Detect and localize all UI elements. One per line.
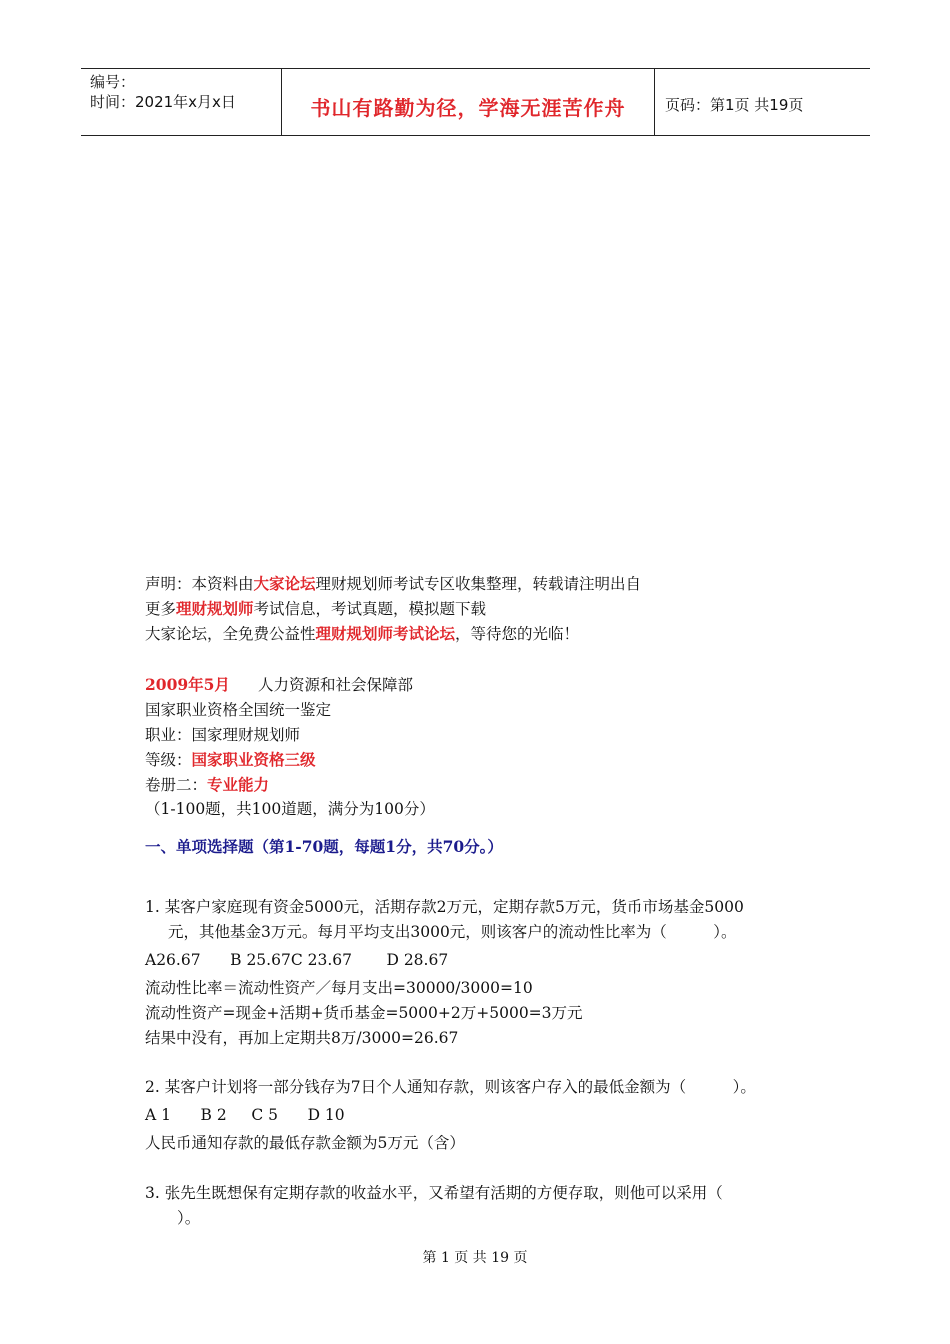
date-label: 时间：2021年x月x日 [90, 93, 236, 111]
q1-explanation-1: 流动性比率＝流动性资产／每月支出=30000/3000=10 [145, 979, 533, 997]
exam-date-line [145, 673, 413, 695]
q1-explanation-2: 流动性资产=现金+活期+货币基金=5000+2万+5000=3万元 [145, 1004, 583, 1022]
q1-line-2: 元，其他基金3万元。每月平均支出3000元，则该客户的流动性比率为（ ）。 [168, 923, 737, 941]
section-title: 一、单项选择题（第1-70题，每题1分，共70分。） [145, 837, 503, 856]
q2-explanation-1: 人民币通知存款的最低存款金额为5万元（含） [145, 1134, 465, 1152]
page-header [81, 68, 870, 136]
q1-options: A26.67 B 25.67C 23.67 D 28.67 [145, 951, 449, 969]
statement-line-2 [145, 597, 486, 619]
statement-text: 更多 [145, 600, 177, 618]
statement-line-3 [145, 622, 579, 644]
exam-dept: 人力资源和社会保障部 [257, 676, 413, 694]
number-label: 编号： [90, 73, 136, 91]
page-info: 页码：第1页 共19页 [665, 96, 804, 114]
volume-line [145, 773, 269, 795]
header-meta-cell [81, 69, 282, 135]
statement-text: 理财规划师考试专区收集整理，转载请注明出自 [315, 575, 642, 593]
motto-text: 书山有路勤为径，学海无涯苦作舟 [310, 96, 626, 120]
q2-line-1: 2. 某客户计划将一部分钱存为7日个人通知存款，则该客户存入的最低金额为（ ）。 [145, 1078, 756, 1096]
statement-text: 声明：本资料由 [145, 575, 254, 593]
header-motto-cell [282, 69, 655, 135]
highlight-text: 理财规划师 [176, 599, 254, 618]
header-page-cell [655, 69, 870, 135]
q2-options: A 1 B 2 C 5 D 10 [145, 1106, 345, 1124]
q1-explanation-3: 结果中没有，再加上定期共8万/3000=26.67 [145, 1029, 459, 1047]
statement-line-1 [145, 572, 641, 594]
statement-text: ，等待您的光临！ [455, 625, 580, 643]
volume-value: 专业能力 [207, 775, 270, 794]
q3-line-1: 3. 张先生既想保有定期存款的收益水平，又希望有活期的方便存取，则他可以采用（ [145, 1184, 723, 1202]
statement-text: 大家论坛，全免费公益性 [145, 625, 316, 643]
highlight-text: 理财规划师考试论坛 [315, 624, 456, 643]
exam-line-2: 国家职业资格全国统一鉴定 [145, 701, 332, 719]
occupation-line: 职业：国家理财规划师 [145, 726, 301, 744]
level-value: 国家职业资格三级 [191, 750, 316, 769]
page-footer: 第 1 页 共 19 页 [422, 1250, 528, 1266]
q1-line-1: 1. 某客户家庭现有资金5000元，活期存款2万元，定期存款5万元，货币市场基金5000 [145, 898, 744, 916]
level-label: 等级： [145, 751, 192, 769]
exam-date: 2009年5月 [145, 675, 230, 694]
statement-text: 考试信息，考试真题，模拟题下载 [253, 600, 487, 618]
level-line [145, 748, 316, 770]
scope-line: （1-100题，共100道题，满分为100分） [145, 800, 435, 818]
q3-line-2: ）。 [177, 1209, 201, 1227]
forum-name: 大家论坛 [253, 574, 316, 593]
volume-label: 卷册二： [145, 776, 208, 794]
